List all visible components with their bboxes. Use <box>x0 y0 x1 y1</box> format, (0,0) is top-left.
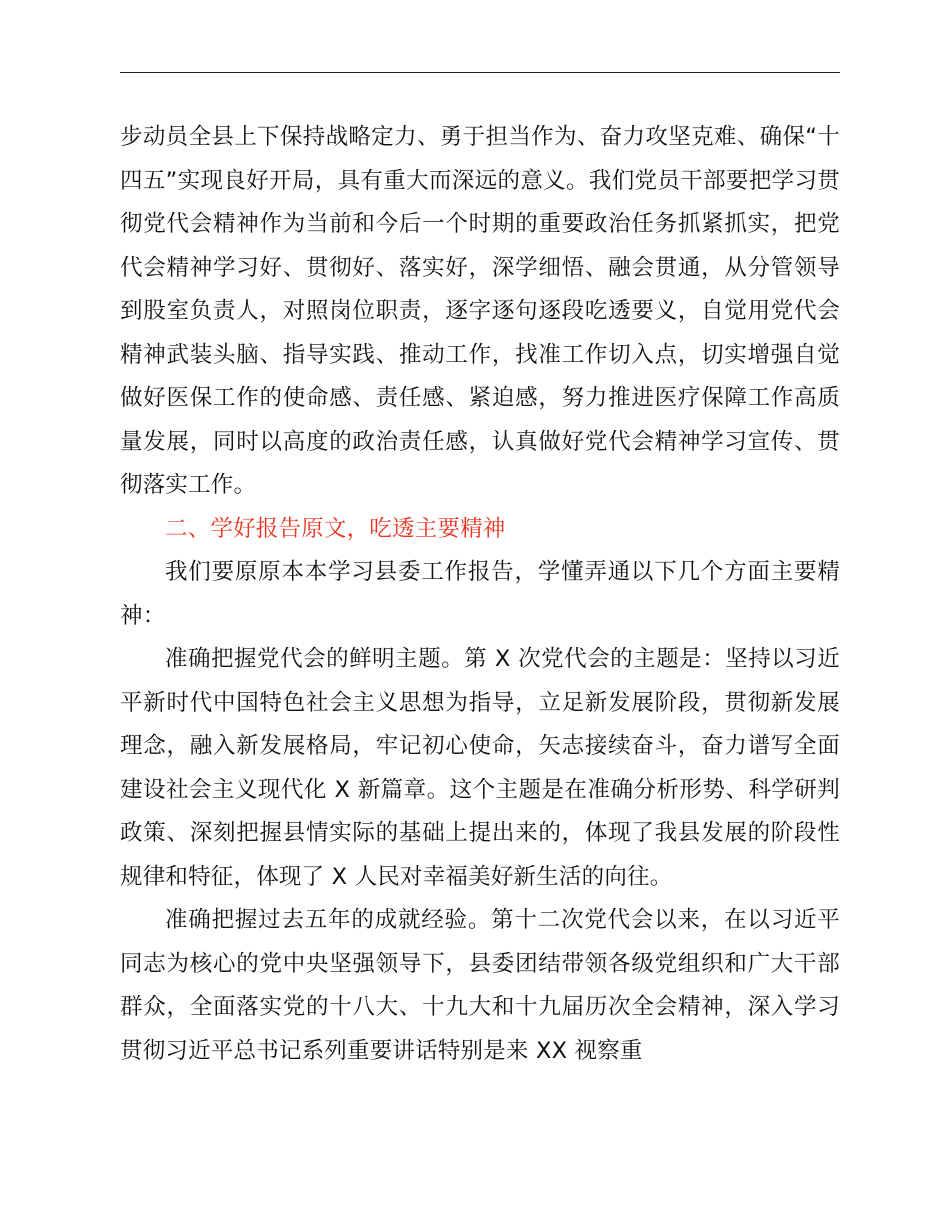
header-rule <box>120 72 840 73</box>
paragraph-study-report: 我们要原原本本学习县委工作报告，学懂弄通以下几个方面主要精神： <box>120 559 840 629</box>
paragraph-intro: 步动员全县上下保持战略定力、勇于担当作为、奋力攻坚克难、确保“十四五”实现良好开局，具有重大而深远的意义。我们党员干部要把学习贯彻党代会精神作为当前和今后一个时期的重要政治任务抓紧抓实，把党代会精神学习好、贯彻好、落实好，深学细悟、融会贯通，从分管领导到股室负责人，对照岗位职责，逐字逐句逐段吃透要义，自觉用党代会精神武装头脑、指导实践、推动工作，找准工作切入点，切实增强自觉做好医保工作的使命感、责任感、紧迫感，努力推进医疗保障工作高质量发展，同时以高度的政治责任感，认真做好党代会精神学习宣传、贯彻落实工作。 <box>120 124 840 498</box>
paragraph-achievements: 准确把握过去五年的成就经验。第十二次党代会以来，在以习近平同志为核心的党中央坚强领导下，县委团结带领各级党组织和广大干部群众，全面落实党的十八大、十九大和十九届历次全会精神，深入学习贯彻习近平总书记系列重要讲话特别是来 XX 视察重 <box>120 907 840 1064</box>
paragraph-theme: 准确把握党代会的鲜明主题。第 X 次党代会的主题是：坚持以习近平新时代中国特色社会主义思想为指导，立足新发展阶段，贯彻新发展理念，融入新发展格局，牢记初心使命，矢志接续奋斗，奋力谱写全面建设社会主义现代化 X 新篇章。这个主题是在准确分析形势、科学研判政策、深刻把握县情实际的基础上提出来的，体现了我县发展的阶段性规律和特征，体现了 X 人民对幸福美好新生活的向往。 <box>120 646 840 890</box>
document-body <box>120 116 840 1073</box>
section-heading: 二、学好报告原文，吃透主要精神 <box>165 515 506 542</box>
